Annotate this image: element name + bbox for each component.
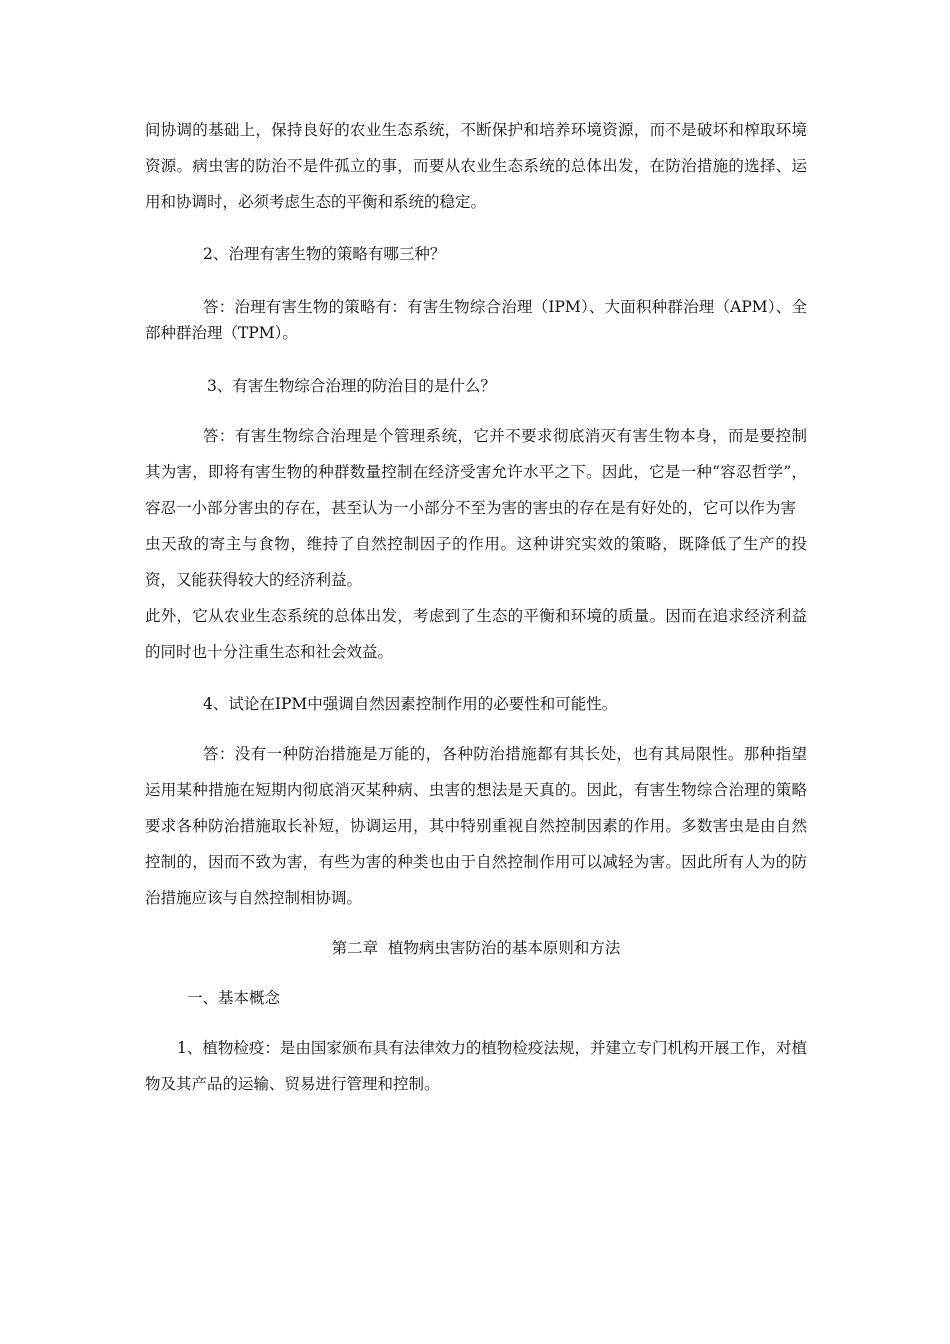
question-2: 2、治理有害生物的策略有哪三种？ — [203, 245, 446, 263]
answer-2: 答：治理有害生物的策略有：有害生物综合治理（IPM）、大面积种群治理（APM）、全部种群治理（TPM）。 — [145, 298, 807, 342]
chapter-heading: 第二章 植物病虫害防治的基本原则和方法 — [331, 939, 621, 957]
answer-3-continued: 虫天敌的寄主与食物，维持了自然控制因子的作用。这种讲究实效的策略，既降低了生产的投资，又能获得较大的经济利益。 — [145, 535, 807, 589]
answer-3-closing: 此外，它从农业生态系统的总体出发，考虑到了生态的平衡和环境的质量。因而在追求经济利益的同时也十分注重生态和社会效益。 — [145, 607, 807, 661]
section-heading: 一、基本概念 — [187, 989, 281, 1007]
answer-3: 答：有害生物综合治理是个管理系统，它并不要求彻底消灭有害生物本身，而是要控制其为害，即将有害生物的种群数量控制在经济受害允许水平之下。因此，它是一种“容忍哲学”，容忍一小部分害虫的存在，甚至认为一小部分不至为害的害虫的存在是有好处的，它可以作为害 — [145, 427, 807, 517]
question-3: 3、有害生物综合治理的防治目的是什么？ — [207, 377, 496, 395]
paragraph-continuation: 间协调的基础上，保持良好的农业生态系统，不断保护和培养环境资源，而不是破坏和榨取环境资源。病虫害的防治不是件孤立的事，而要从农业生态系统的总体出发，在防治措施的选择、运用和协调时，必须考虑生态的平衡和系统的稳定。 — [145, 121, 807, 211]
document-body — [145, 112, 807, 1102]
answer-4: 答：没有一种防治措施是万能的，各种防治措施都有其长处，也有其局限性。那种指望运用某种措施在短期内彻底消灭某种病、虫害的想法是天真的。因此，有害生物综合治理的策略要求各种防治措施取长补短，协调运用，其中特别重视自然控制因素的作用。多数害虫是由自然控制的，因而不致为害，有些为害的种类也由于自然控制作用可以减轻为害。因此所有人为的防治措施应该与自然控制相协调。 — [145, 745, 807, 907]
definition-plant-quarantine: 1、植物检疫：是由国家颁布具有法律效力的植物检疫法规，并建立专门机构开展工作，对植物及其产品的运输、贸易进行管理和控制。 — [145, 1039, 807, 1093]
question-4: 4、试论在IPM中强调自然因素控制作用的必要性和可能性。 — [203, 695, 618, 713]
